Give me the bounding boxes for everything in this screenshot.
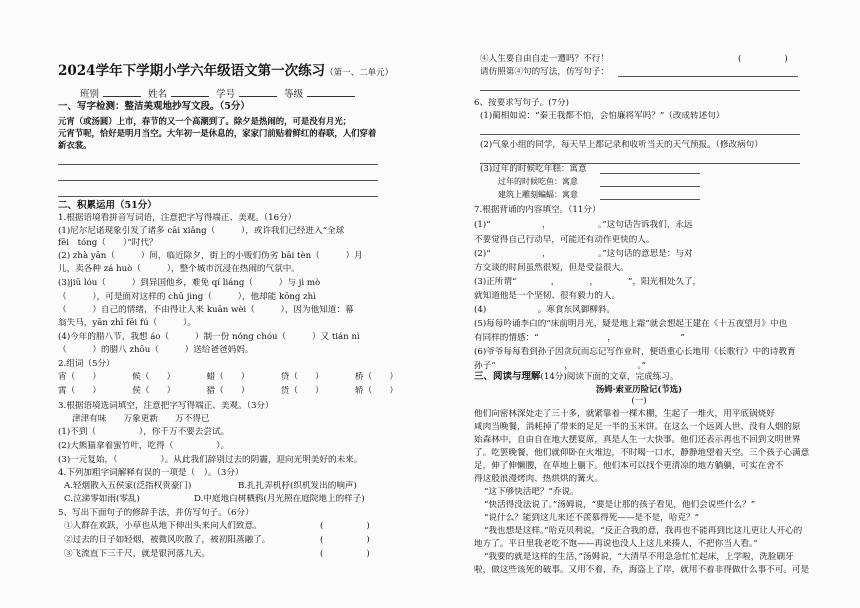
- q5-answer-3[interactable]: ( ): [320, 549, 370, 559]
- story-line: “快活得没法说了。”汤姆说，“要是让那的孩子看见，他们会说些什么？”: [484, 500, 756, 510]
- q7-line: 方交谈的时间虽然很短，但是受益很大。: [474, 263, 629, 273]
- q3-line: (3)一元复始，（ ）。从此我们辞别过去的阴霾，迎向光明美好的未来。: [58, 455, 363, 465]
- title-note: （第一、二单元）: [325, 68, 394, 78]
- word-item[interactable]: 货（ ）: [280, 386, 324, 396]
- story-line: 他们向密林深处走了三十多，就紧靠着一棵木棚，生起了一堆火，用平底锅烧好: [474, 409, 775, 419]
- story-line: 足，伸了伸懒腰，在草地上躺下。他们本可以找个更清凉的地方躺躺，可实在舍不: [474, 461, 784, 471]
- q4-option-a[interactable]: A.轻烟散入五侯家(泛指权贵豪门): [64, 481, 192, 491]
- q7-line: (3)正所谓“ ， ， ”，阳光相处久了，: [474, 277, 702, 287]
- writing-line-2[interactable]: [58, 166, 378, 181]
- section-3-heading: [474, 371, 678, 384]
- name-label: 姓名: [148, 89, 168, 100]
- story-title: 汤姆·索亚历险记(节选): [595, 384, 683, 394]
- imitation-answer-line[interactable]: [618, 66, 798, 77]
- q6-item-3b: 过年的时候吃鱼：寓意: [498, 177, 578, 186]
- q1-line: （ ）的腊八 zhōu（ ）送给爸爸妈妈。: [58, 345, 254, 355]
- q6-blank[interactable]: [600, 189, 700, 200]
- section-3-title: 三、阅读与理解: [474, 371, 541, 382]
- q5-answer-1[interactable]: ( ): [320, 521, 370, 531]
- story-part: (一): [631, 396, 647, 406]
- grade-label: 等级: [284, 89, 304, 100]
- story-line: 咸肉当晚餐，消耗掉了带来的足足一半的玉米饼。在这么一个远离人世、没有人烟的原: [474, 422, 801, 432]
- q4-option-d[interactable]: D.中庭地白树栖鸦(月光照在庭院地上的样子): [194, 494, 365, 504]
- imitation-answer-line-2[interactable]: [480, 82, 800, 91]
- word-item[interactable]: 宵（ ）: [58, 372, 101, 382]
- q3-line: (1)不到（ ），你千万不要去尝试。: [58, 427, 230, 437]
- q1-line: 翁失马，yān zhī fēi fú（ ）。: [58, 318, 196, 328]
- q2-heading: 2.组词（5分）: [58, 359, 115, 369]
- q7-line: (4) 。寒食东风御柳斜。: [474, 305, 616, 315]
- q1-line: （ ），可是面对这样的 chū jìng（ ），他却能 kōng zhì: [58, 292, 316, 302]
- q7-line: (1)“ ， 。”这句话告诉我们，永远: [474, 220, 693, 230]
- q7-line: 就知道他是一个坚韧、很有毅力的人。: [474, 291, 621, 301]
- word-item[interactable]: 猎（ ）: [206, 386, 250, 396]
- story-line: 始森林中，自由自在地大摆宴席，真是人生一大快事。他们还表示再也不回到文明世界: [474, 435, 801, 445]
- student-info-row: [80, 86, 410, 100]
- word-group-row-1: [58, 372, 398, 383]
- word-item[interactable]: 候（ ）: [132, 372, 176, 382]
- q7-line: (5)每每吟诵李白的“床前明月光，疑是地上霜”就会想起王建在《十五夜望月》中也: [474, 319, 788, 329]
- q1-line: fēi tóng（ ）”时代？: [58, 238, 158, 248]
- q1-line: (2) zhà yān（ ）间，临近除夕，街上的小贩们伪劣 bāi tèn（ ）月: [58, 251, 363, 261]
- word-item[interactable]: 蜡（ ）: [206, 372, 250, 382]
- q5-sentence-3: ③飞流直下三千尺，就是银河落九天。: [64, 549, 211, 559]
- story-line: 得这般浪漫烤肉、热烘烘的篝火。: [474, 474, 603, 484]
- story-line: 了。吃罢晚餐，他们就仰卧在火堆边，不时喝一口水，静静地望着天空。三个孩子心满意: [474, 448, 810, 458]
- number-blank[interactable]: [239, 88, 277, 97]
- q6-item-3c: 建筑上雕刻蝙蝠：寓意: [498, 190, 578, 199]
- q1-line: (4)今年的腊八节，我想 áo（ ）制一份 nóng chóu（ ）又 tián nì: [58, 332, 360, 342]
- q5-answer-4[interactable]: ( ): [738, 54, 788, 64]
- q5-imitation-prompt: 请仿照第④句的写法，仿写句子：: [480, 67, 609, 77]
- word-item[interactable]: 桥（ ）: [355, 372, 398, 382]
- name-blank[interactable]: [171, 88, 209, 97]
- copy-text-line-2: 元宵节呢，恰好是明月当空。大年初一是休息的，家家门前贴着鲜红的春联，人们穿着: [58, 128, 377, 138]
- story-line: “我也想是这样。”哈克贝利说，“反正合我的意，我再也不能再到比这儿更让人开心的: [484, 526, 803, 536]
- q5-sentence-2: ②过去的日子如轻烟，被微风吹散了，被初阳蒸融了。: [64, 535, 271, 545]
- q7-line: 不要觉得自己行动早，可能还有动作更快的人。: [474, 235, 655, 245]
- copy-text-line-1: 元宵（或汤圆）上市，春节的又一个高潮到了。除夕是热闹的，可是没有月光；: [58, 116, 352, 126]
- title-text: 2024学年下学期小学六年级语文第一次练习: [58, 63, 326, 79]
- q4-option-b[interactable]: B.扎扎弄机杼(织机发出的响声): [238, 481, 357, 491]
- q5-heading: 5、写出下面句子的修辞手法，并仿写句子。（6分）: [58, 508, 254, 518]
- q7-line: (2)“ ， 。”这句话的意思是：与对: [474, 249, 693, 259]
- class-blank[interactable]: [103, 88, 141, 97]
- q3-line: (2)大熊猫拿着蜜竹叶，吃得（ ）。: [58, 441, 230, 451]
- q1-line: (1)尼尔尼诺现象引发了诸多 cāi xiǎng（ ），或许我们已经进入“全球: [58, 226, 345, 236]
- q5-sentence-4: ④人生要自由自走一遭吗？不行！: [480, 54, 609, 64]
- word-item[interactable]: 贷（ ）: [280, 372, 324, 382]
- q7-heading: 7.根据背诵的内容填空。（11分）: [474, 205, 601, 215]
- copy-text-line-3: 新衣裳。: [58, 140, 92, 150]
- q6-answer-line-1[interactable]: [480, 124, 800, 135]
- class-label: 班别: [80, 89, 100, 100]
- q6-item-1: (1)蔺相如说：“秦王我都不怕，会怕廉将军吗？”（改成转述句）: [480, 111, 725, 121]
- q1-line: (3)jiū lóu（ ）到异国他乡，难免 qí liáng（ ）与 jì mò: [58, 278, 321, 288]
- writing-line-1[interactable]: [58, 150, 378, 165]
- q7-line: (6)爷爷每每看到孙子因贪玩而忘记写作业时，便语重心长地用《长歌行》中的诗教育: [474, 347, 796, 357]
- number-label: 学号: [216, 89, 236, 100]
- story-line: “我要的就是这样的生活，”汤姆说，“大清早不用急急忙忙起床，上学啦，洗脸刷牙: [484, 552, 794, 562]
- grade-blank[interactable]: [307, 88, 355, 97]
- word-item[interactable]: 侯（ ）: [132, 386, 176, 396]
- q5-answer-2[interactable]: ( ): [320, 535, 370, 545]
- word-item[interactable]: 轿（ ）: [355, 386, 398, 396]
- q6-item-3: (3)过年的时候吃年糕：寓意: [480, 164, 587, 174]
- section-2-heading: 二、积累运用（51分）: [58, 200, 157, 211]
- story-line: “说什么？能到这儿来还不羡慕得死——是不是，哈克？”: [484, 513, 700, 523]
- q5-sentence-1: ①人群在欢跃，小草也从地下伸出头来向人们致意。: [64, 521, 262, 531]
- q3-heading: 3.根据语境选词填空，注意把字写得端正、美观。（3分）: [58, 401, 274, 411]
- story-line: 啦，做这些该死的破事。又用不着，乔，海盗上了岸，就用不着非得做什么事不可。可是: [474, 565, 810, 575]
- q4-heading: 4.下列加粗字词解释有误的一项是（ ）。（3分）: [58, 468, 244, 478]
- section-3-note: (14分)阅读下面的文章，完成练习。: [540, 372, 679, 382]
- story-line: “这下够快活吧？”乔说。: [484, 487, 579, 497]
- section-1-heading: 一、写字检测：整洁美观地抄写文段。（5分）: [58, 101, 250, 112]
- q1-heading: 1.根据语境看拼音写词语，注意把字写得端正、美观。（16分）: [58, 213, 297, 223]
- q6-item-2: (2)气象小组的同学，每天早上都记录和收听当天的天气预报。（修改病句）: [480, 140, 763, 150]
- q6-blank[interactable]: [600, 163, 700, 174]
- q7-line: 孙子“ ， 。”: [474, 361, 647, 371]
- exam-title: [58, 59, 428, 79]
- word-item[interactable]: 霄（ ）: [58, 386, 101, 396]
- q1-line: 儿，卖各种 zá huò（ ），整个城市沉浸在热闹的气氛中。: [58, 264, 300, 274]
- writing-line-3[interactable]: [58, 182, 378, 197]
- q7-line: 有同样的情感：“ ， ”: [474, 333, 685, 343]
- story-line: 地方了。平日里我老吃不饱——再说也没人上这儿来揍人，不把你当人看。”: [474, 539, 758, 549]
- q3-word-choices: 津津有味 万象更新 万不得已: [72, 414, 210, 424]
- q6-blank[interactable]: [600, 176, 700, 187]
- q1-line: （ ）自己的情绪，不由得让人来 kuān wèi（ ），因为他知道：幕: [58, 305, 354, 315]
- q4-option-c[interactable]: C.泣涕零如雨(零乱): [64, 494, 140, 504]
- word-group-row-2: [58, 386, 398, 397]
- q6-heading: 6、按要求写句子。(7分): [474, 98, 569, 108]
